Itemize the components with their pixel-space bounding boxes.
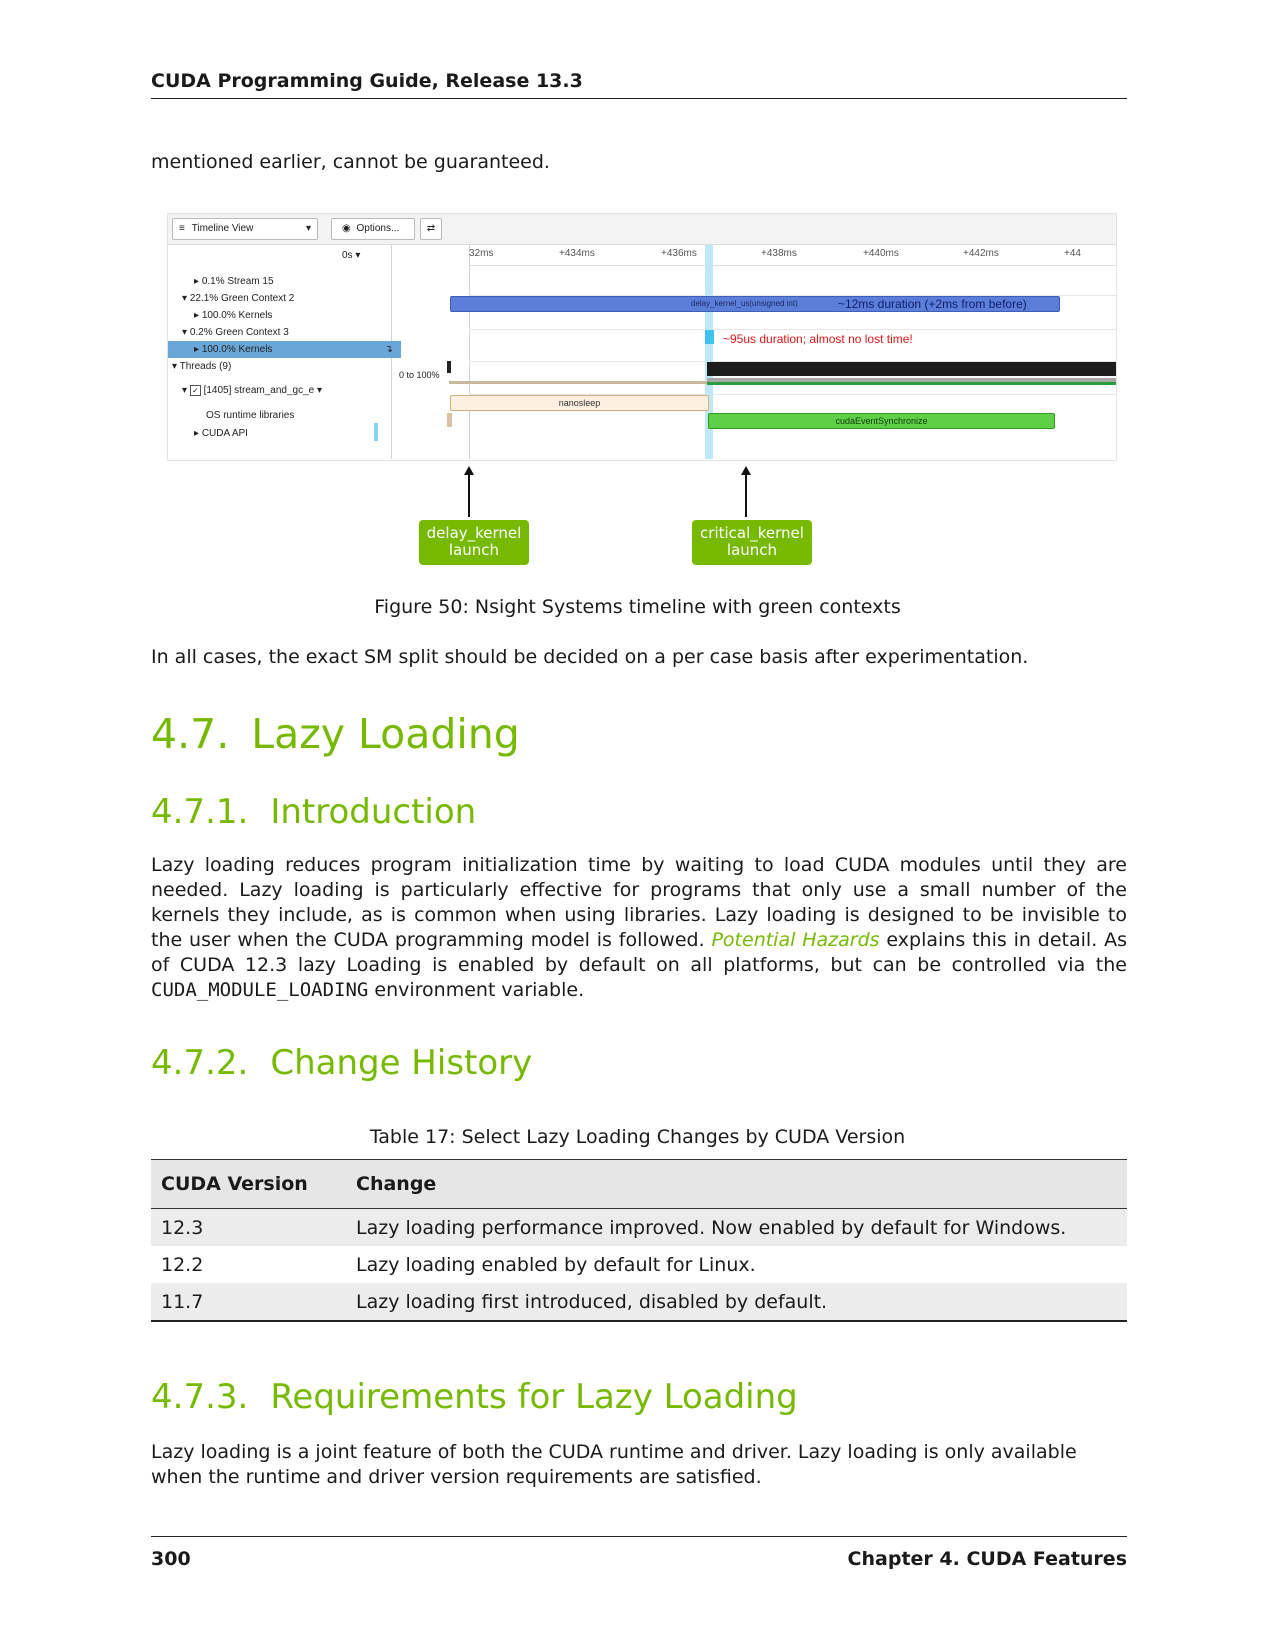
callout-critical-kernel: critical_kernel launch	[692, 520, 812, 565]
callout-delay-kernel: delay_kernel launch	[419, 520, 529, 565]
requirements-paragraph: Lazy loading is a joint feature of both the CUDA runtime and driver. Lazy loading is only available when the runtime and driver version requirements are satisfied.	[151, 1441, 1077, 1488]
sub-heading-introduction: 4.7.1. Introduction	[151, 792, 477, 832]
page-number: 300	[151, 1548, 191, 1570]
table-row	[151, 1246, 1127, 1283]
eye-icon: ◉	[342, 223, 351, 234]
row-stream-15[interactable]: ▸ 0.1% Stream 15	[194, 276, 274, 287]
cell-change: Lazy loading first introduced, disabled by default.	[346, 1283, 1127, 1321]
critical-duration-note: ~95us duration; almost no lost time!	[723, 332, 913, 346]
range-column	[392, 245, 470, 459]
cell-version: 11.7	[151, 1283, 346, 1321]
section-heading: 4.7. Lazy Loading	[151, 710, 520, 758]
change-history-table	[151, 1159, 1127, 1322]
tick-0: 32ms	[469, 248, 494, 259]
col-change: Change	[346, 1160, 1127, 1209]
row-kernels-gc3-selected[interactable]: ▸ 100.0% Kernels ↴	[168, 341, 401, 358]
nsight-timeline-figure	[167, 213, 1117, 461]
cell-version: 12.3	[151, 1209, 346, 1247]
sub-heading-change-history: 4.7.2. Change History	[151, 1043, 533, 1083]
cuda-api-marker	[374, 423, 378, 441]
critical-kernel-bar[interactable]	[705, 330, 714, 344]
nanosleep-bar[interactable]: nanosleep	[450, 395, 709, 411]
intro-line: mentioned earlier, cannot be guaranteed.	[151, 151, 550, 173]
swap-arrows-icon[interactable]: ⇄	[420, 218, 442, 240]
arrow-delay-kernel	[468, 475, 470, 517]
chapter-label: Chapter 4. CUDA Features	[847, 1548, 1127, 1570]
kernel-duration-note: ~12ms duration (+2ms from before)	[838, 297, 1027, 311]
row-green-context-2[interactable]: ▾ 22.1% Green Context 2	[182, 293, 295, 304]
timeline-view-label: Timeline View	[191, 223, 254, 234]
cell-change: Lazy loading enabled by default for Linux.	[346, 1246, 1127, 1283]
table-caption: Table 17: Select Lazy Loading Changes by CUDA Version	[369, 1126, 906, 1148]
header-rule	[151, 98, 1127, 99]
options-button[interactable]	[331, 218, 415, 240]
cell-version: 12.2	[151, 1246, 346, 1283]
thread-busy-bar	[707, 362, 1116, 376]
list-icon: ≡	[179, 223, 185, 234]
row-green-context-3[interactable]: ▾ 0.2% Green Context 3	[182, 327, 289, 338]
chevron-down-icon: ▾	[305, 223, 311, 234]
table-row	[151, 1283, 1127, 1321]
row-threads[interactable]: ▾ Threads (9)	[172, 361, 232, 372]
running-header: CUDA Programming Guide, Release 13.3	[151, 70, 583, 92]
grid-line	[469, 329, 1116, 330]
time-ruler	[469, 245, 1116, 266]
row-kernels-gc2[interactable]: ▸ 100.0% Kernels	[194, 310, 273, 321]
timeline-toolbar	[168, 214, 1116, 245]
pin-icon: ↴	[384, 344, 393, 355]
tick-2: +436ms	[661, 248, 697, 259]
thread-start-mark	[447, 361, 451, 373]
tick-5: +442ms	[963, 248, 999, 259]
col-cuda-version: CUDA Version	[151, 1160, 346, 1209]
cuda-event-sync-bar[interactable]: cudaEventSynchronize	[708, 413, 1055, 429]
tick-6: +44	[1064, 248, 1081, 259]
arrowhead-icon	[741, 466, 751, 475]
checkbox-icon[interactable]: ✓	[190, 385, 201, 396]
sub-heading-requirements: 4.7.3. Requirements for Lazy Loading	[151, 1377, 798, 1417]
arrow-critical-kernel	[745, 475, 747, 517]
row-labels-panel	[172, 245, 392, 459]
introduction-paragraph: Lazy loading reduces program initialization time by waiting to load CUDA modules until they are needed. Lazy loading is particularly effective for programs that only use a small number of the kernels they include, as is common when using libraries. Lazy loading is designed to be invisible to the user when the CUDA programming model is followed. Potential Hazards explains this in detail. As of CUDA 12.3 lazy Loading is enabled by default on all platforms, but can be controlled via the CUDA_MODULE_LOADING environment variable.	[151, 854, 1127, 1001]
ruler-start: 0s ▾	[342, 250, 361, 261]
figure-caption: Figure 50: Nsight Systems timeline with green contexts	[374, 596, 901, 618]
tick-1: +434ms	[559, 248, 595, 259]
arrowhead-icon	[464, 466, 474, 475]
options-label: Options...	[356, 223, 400, 234]
cell-change: Lazy loading performance improved. Now enabled by default for Windows.	[346, 1209, 1127, 1247]
row-os-runtime[interactable]: OS runtime libraries	[206, 410, 295, 421]
potential-hazards-link[interactable]: Potential Hazards	[711, 929, 880, 951]
range-label: 0 to 100%	[399, 370, 440, 380]
table-row	[151, 1209, 1127, 1247]
tick-3: +438ms	[761, 248, 797, 259]
thread-green-strip	[707, 382, 1116, 385]
kernel-bar-label: delay_kernel_us(unsigned int)	[691, 299, 798, 308]
after-figure-text: In all cases, the exact SM split should be decided on a per case basis after experimentation.	[151, 646, 1029, 668]
tick-4: +440ms	[863, 248, 899, 259]
row-cuda-api[interactable]: ▸ CUDA API	[194, 428, 248, 439]
delay-kernel-bar[interactable]	[450, 296, 1060, 312]
row-thread-1405[interactable]: ▾ ✓ [1405] stream_and_gc_e ▾	[182, 385, 323, 396]
cuda-api-launch-mark	[447, 413, 452, 427]
footer-rule	[151, 1536, 1127, 1537]
thread-idle-strip	[449, 381, 707, 384]
timeline-view-dropdown[interactable]	[172, 218, 318, 240]
env-var-code: CUDA_MODULE_LOADING	[151, 979, 369, 1001]
